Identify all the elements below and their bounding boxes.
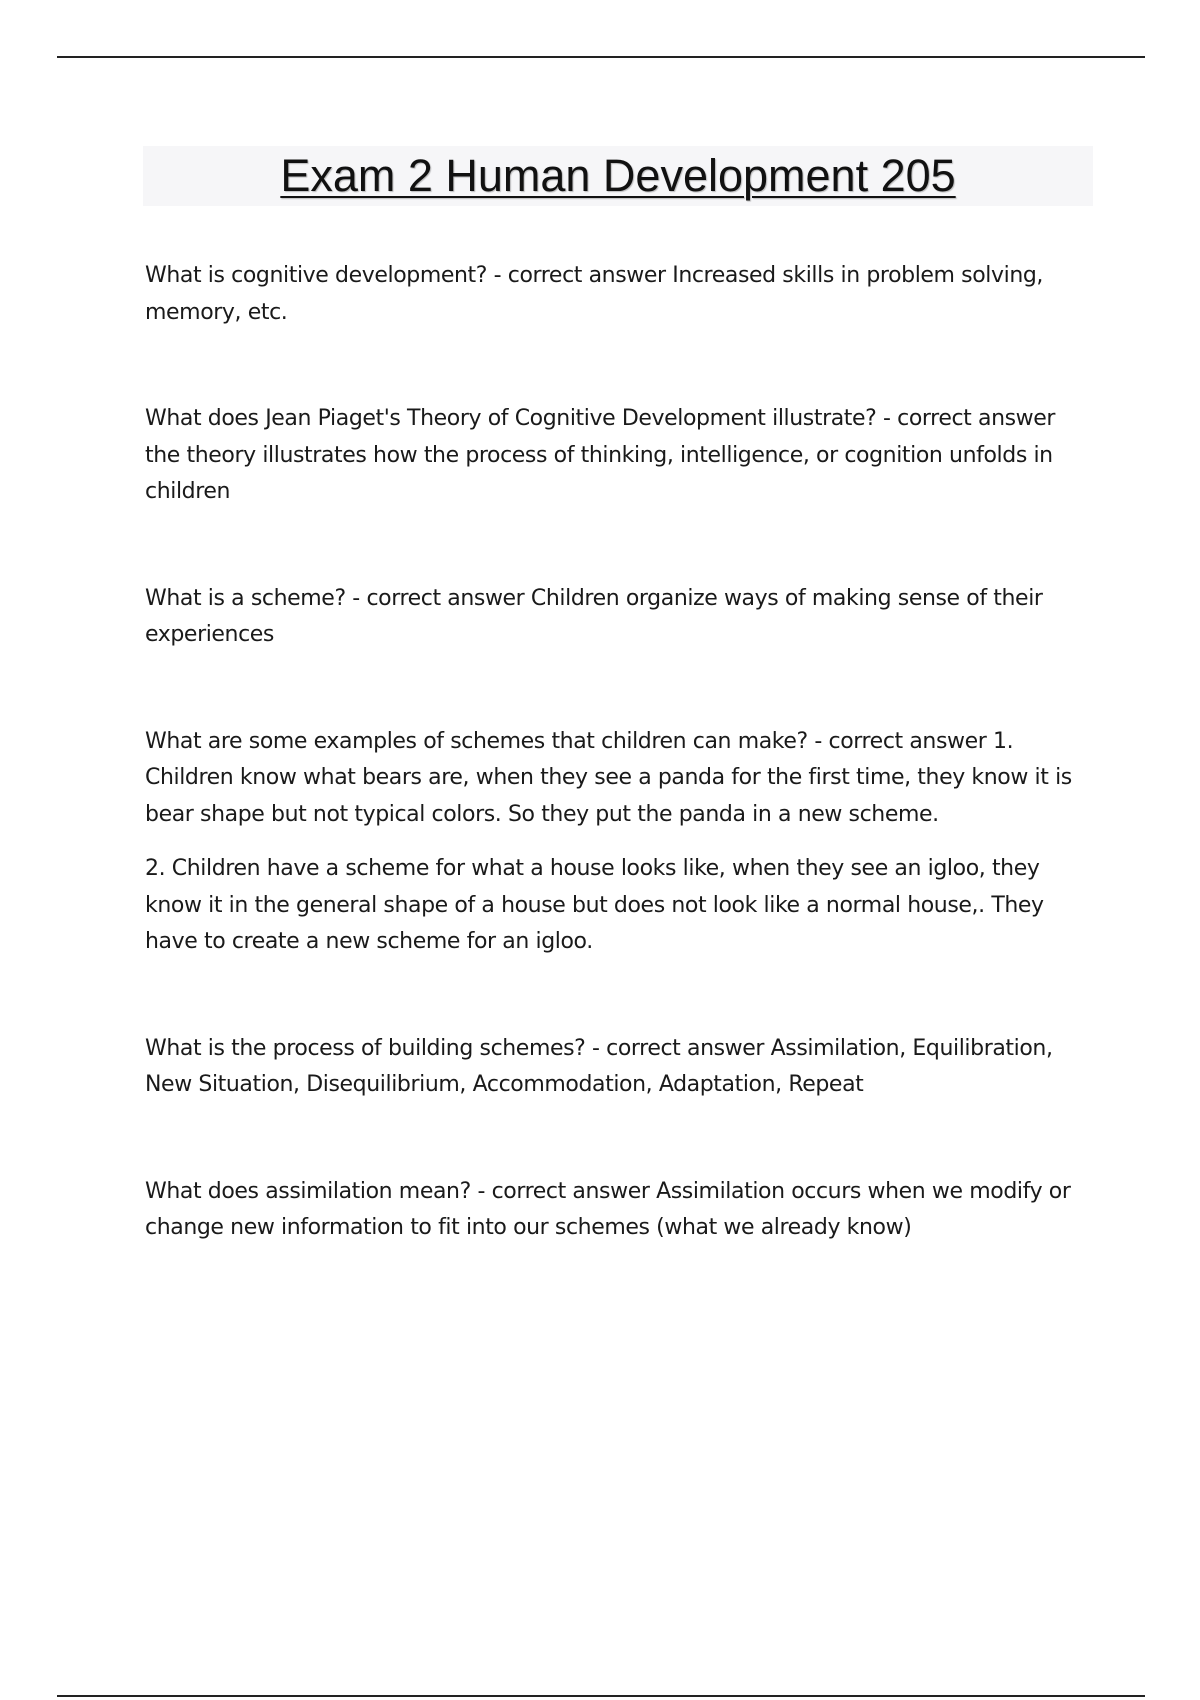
qa-text: What does assimilation mean? - correct answer Assimilation occurs when we modify or change new information to fit into our schemes (what we already know)	[145, 1178, 1071, 1240]
qa-text: What is the process of building schemes? - correct answer Assimilation, Equilibration, New Situation, Disequilibrium, Accommodation, Adaptation, Repeat	[145, 1035, 1053, 1097]
document-title: Exam 2 Human Development 205	[280, 150, 956, 201]
qa-text: What is a scheme? - correct answer Children organize ways of making sense of their experiences	[145, 585, 1043, 647]
qa-item	[145, 258, 1095, 331]
qa-item	[145, 581, 1095, 654]
qa-text-continued: 2. Children have a scheme for what a house looks like, when they see an igloo, they know it in the general shape of a house but does not look like a normal house,. They have to create a new scheme for an igloo.	[145, 856, 1044, 954]
qa-list	[145, 258, 1095, 1247]
title-banner	[143, 146, 1093, 206]
top-divider	[57, 56, 1145, 58]
qa-item	[145, 724, 1095, 961]
qa-text: What does Jean Piaget's Theory of Cognitive Development illustrate? - correct answer the theory illustrates how the process of thinking, intelligence, or cognition unfolds in children	[145, 406, 1056, 504]
bottom-divider	[57, 1695, 1145, 1697]
qa-item	[145, 1174, 1095, 1247]
qa-text: What are some examples of schemes that children can make? - correct answer 1. Children know what bears are, when they see a panda for the first time, they know it is bear shape but not typical colors. So they put the panda in a new scheme.	[145, 728, 1072, 827]
qa-item	[145, 1031, 1095, 1104]
qa-item	[145, 401, 1095, 511]
qa-text: What is cognitive development? - correct answer Increased skills in problem solving, memory, etc.	[145, 263, 1044, 325]
